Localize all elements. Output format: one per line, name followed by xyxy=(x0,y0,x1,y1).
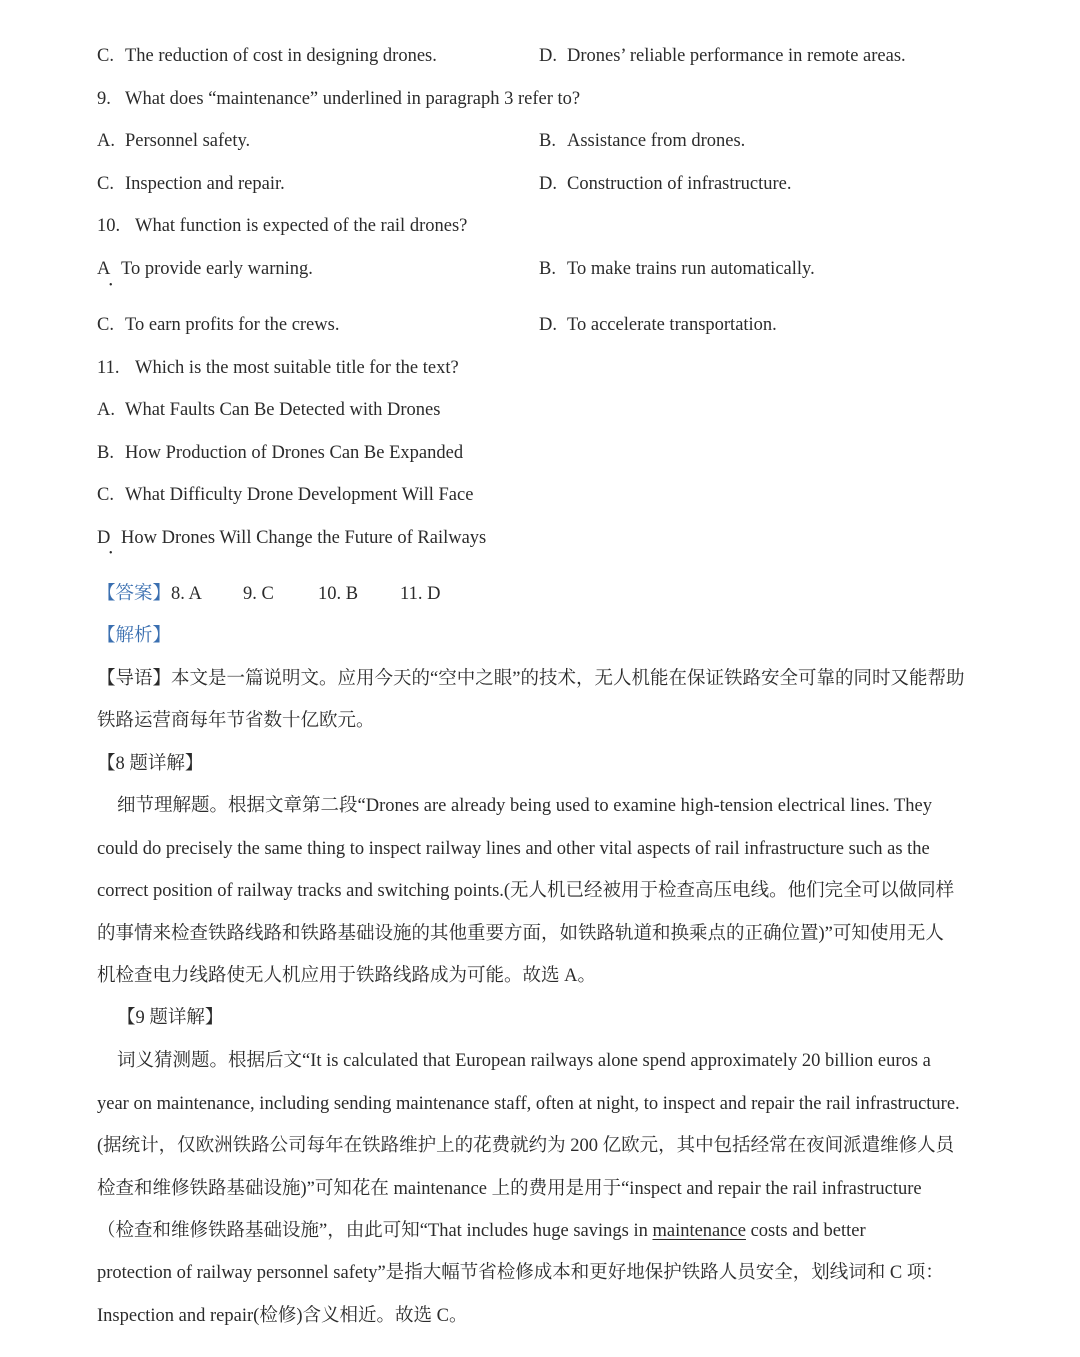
answer-line xyxy=(97,585,440,604)
question-number: 10. xyxy=(97,216,121,236)
question-text: What function is expected of the rail drones? xyxy=(135,216,468,236)
detail-9-line: (据统计，仅欧洲铁路公司每年在铁路维护上的花费就约为 200 亿欧元，其中包括经常在夜间派遣维修人员 xyxy=(97,1136,955,1156)
underlined-word: maintenance xyxy=(652,1221,746,1241)
option-letter: C. xyxy=(97,485,114,505)
option-letter: C. xyxy=(97,46,114,66)
detail-8-line: 细节理解题。根据文章第二段“Drones are already being used to examine high-tension electrical lines. They xyxy=(117,796,932,816)
option-letter: A. xyxy=(97,400,115,420)
option-q10-d xyxy=(539,316,777,335)
option-letter: D. xyxy=(539,315,557,335)
detail-9-heading: 【9 题详解】 xyxy=(117,1008,224,1028)
option-q11-a xyxy=(97,401,440,420)
detail-9-line: 词义猜测题。根据后文“It is calculated that European railways alone spend approximately 20 billion euros a xyxy=(117,1051,931,1071)
question-number: 11. xyxy=(97,358,120,378)
question-text: Which is the most suitable title for the text? xyxy=(135,358,459,378)
question-9-stem xyxy=(97,90,580,109)
option-letter: B. xyxy=(97,443,114,463)
detail-8-line: 的事情来检查铁路线路和铁路基础设施的其他重要方面，如铁路轨道和换乘点的正确位置)”可知使用无人 xyxy=(97,924,944,944)
detail-8-line: correct position of railway tracks and switching points.(无人机已经被用于检查高压电线。他们完全可以做同样 xyxy=(97,881,955,901)
option-q11-c xyxy=(97,486,473,505)
option-text: How Production of Drones Can Be Expanded xyxy=(125,443,464,463)
analysis-label: 【解析】 xyxy=(97,626,172,646)
option-text: Assistance from drones. xyxy=(567,131,746,151)
answer-item: 11. D xyxy=(400,584,441,604)
option-text: To earn profits for the crews. xyxy=(125,315,340,335)
option-letter: D. xyxy=(539,174,557,194)
detail-9-line: 检查和维修铁路基础设施)”可知花在 maintenance 上的费用是用于“inspect and repair the rail infrastructure xyxy=(97,1179,922,1199)
option-q8-c xyxy=(97,47,437,66)
detail-8-heading: 【8 题详解】 xyxy=(97,754,204,774)
option-q10-a xyxy=(97,260,313,279)
option-letter: A. xyxy=(97,131,115,151)
option-text: The reduction of cost in designing drones. xyxy=(125,46,437,66)
intro-line-2: 铁路运营商每年节省数十亿欧元。 xyxy=(97,711,375,731)
option-text: Drones’ reliable performance in remote areas. xyxy=(567,46,906,66)
option-q11-b xyxy=(97,444,463,463)
detail-8-line: 机检查电力线路使无人机应用于铁路线路成为可能。故选 A。 xyxy=(97,966,596,986)
option-q9-b xyxy=(539,132,745,151)
question-text: What does “maintenance” underlined in paragraph 3 refer to? xyxy=(125,89,581,109)
option-letter: D xyxy=(97,528,111,548)
option-letter: C. xyxy=(97,174,114,194)
answer-item: 9. C xyxy=(243,584,274,604)
option-text: To provide early warning. xyxy=(121,259,313,279)
question-10-stem xyxy=(97,217,467,236)
option-text: How Drones Will Change the Future of Railways xyxy=(121,528,487,548)
detail-9-line xyxy=(97,1222,866,1241)
answer-item: 8. A xyxy=(171,584,202,604)
option-q9-d xyxy=(539,175,792,194)
option-text: What Difficulty Drone Development Will Face xyxy=(125,485,474,505)
option-q10-b xyxy=(539,260,815,279)
detail-9-line: protection of railway personnel safety”是指大幅节省检修成本和更好地保护铁路人员安全，划线词和 C 项： xyxy=(97,1263,944,1283)
bullet-dot: • xyxy=(109,280,113,291)
detail-9-line: year on maintenance, including sending maintenance staff, often at night, to inspect and repair the rail infrastructure. xyxy=(97,1094,960,1114)
intro-line-1 xyxy=(97,670,964,689)
option-letter: B. xyxy=(539,259,556,279)
option-q8-d xyxy=(539,47,906,66)
intro-text: 本文是一篇说明文。应用今天的“空中之眼”的技术，无人机能在保证铁路安全可靠的同时又能帮助 xyxy=(171,669,965,689)
option-letter: D. xyxy=(539,46,557,66)
option-q9-c xyxy=(97,175,285,194)
bullet-dot: • xyxy=(109,548,113,559)
option-text: To make trains run automatically. xyxy=(567,259,815,279)
option-text: To accelerate transportation. xyxy=(567,315,777,335)
detail-9-text: （检查和维修铁路基础设施”，由此可知“That includes huge savings in xyxy=(97,1221,653,1241)
detail-9-line: Inspection and repair(检修)含义相近。故选 C。 xyxy=(97,1306,468,1326)
option-letter: B. xyxy=(539,131,556,151)
detail-9-text: costs and better xyxy=(745,1221,866,1241)
option-text: Inspection and repair. xyxy=(125,174,285,194)
option-q9-a xyxy=(97,132,250,151)
option-letter: A xyxy=(97,259,111,279)
option-q10-c xyxy=(97,316,339,335)
intro-label: 【导语】 xyxy=(97,669,172,689)
option-text: What Faults Can Be Detected with Drones xyxy=(125,400,441,420)
answer-item: 10. B xyxy=(318,584,359,604)
question-11-stem xyxy=(97,359,459,378)
answer-label: 【答案】 xyxy=(97,584,172,604)
option-q11-d xyxy=(97,529,486,548)
option-letter: C. xyxy=(97,315,114,335)
option-text: Personnel safety. xyxy=(125,131,251,151)
detail-8-line: could do precisely the same thing to inspect railway lines and other vital aspects of rail infrastructure such as the xyxy=(97,839,930,859)
question-number: 9. xyxy=(97,89,111,109)
option-text: Construction of infrastructure. xyxy=(567,174,792,194)
